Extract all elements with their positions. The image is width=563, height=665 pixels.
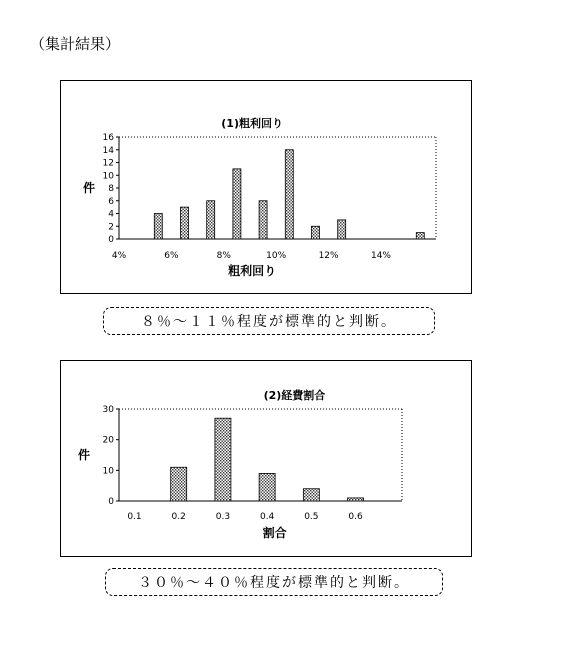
- chart-panel-expense-ratio: [60, 360, 472, 557]
- y-axis-label: 件: [77, 448, 91, 462]
- x-tick-label: 8%: [216, 251, 231, 261]
- x-tick-label: 0.5: [304, 512, 319, 522]
- bar: [207, 201, 215, 239]
- bar: [259, 473, 275, 501]
- y-tick-label: 16: [102, 133, 114, 143]
- y-tick-label: 6: [108, 196, 114, 207]
- bar: [259, 201, 267, 239]
- bar: [180, 207, 188, 239]
- x-tick-label: 12%: [318, 251, 339, 261]
- y-tick-label: 0: [108, 497, 114, 507]
- bar: [171, 467, 187, 501]
- x-axis-label: 粗利回り: [228, 264, 277, 278]
- x-axis-label: 割合: [262, 526, 287, 540]
- x-tick-label: 6%: [164, 251, 179, 261]
- x-tick-label: 10%: [266, 251, 287, 261]
- gross-yield-note: ８％～１１％程度が標準的と判断。: [103, 307, 435, 335]
- y-tick-label: 10: [102, 171, 114, 182]
- x-tick-label: 0.2: [171, 512, 186, 522]
- y-tick-label: 0: [108, 235, 114, 245]
- bar: [348, 498, 364, 501]
- bar: [154, 214, 162, 240]
- bar: [416, 233, 424, 239]
- expense-ratio-chart: [61, 361, 471, 556]
- y-tick-label: 14: [102, 145, 114, 156]
- expense-ratio-note: ３０％～４０％程度が標準的と判断。: [105, 568, 443, 596]
- x-tick-label: 14%: [370, 251, 391, 261]
- chart-title: (2)経費割合: [263, 389, 326, 402]
- y-tick-label: 2: [108, 222, 114, 233]
- chart-panel-gross-yield: [60, 80, 472, 294]
- x-tick-label: 0.3: [215, 512, 231, 522]
- gross-yield-chart: [61, 81, 471, 293]
- y-tick-label: 10: [102, 466, 114, 477]
- y-tick-label: 8: [108, 184, 114, 194]
- bar: [338, 220, 346, 239]
- x-tick-label: 0.4: [259, 512, 275, 522]
- bar: [215, 418, 231, 501]
- chart-title: (1)粗利回り: [221, 117, 283, 130]
- y-tick-label: 4: [108, 209, 114, 220]
- y-tick-label: 20: [102, 435, 114, 446]
- y-tick-label: 30: [102, 405, 114, 415]
- bar: [311, 226, 319, 239]
- bar: [285, 150, 293, 239]
- x-tick-label: 0.6: [348, 512, 363, 522]
- bar: [303, 489, 319, 501]
- results-heading: （集計結果）: [30, 35, 121, 53]
- y-axis-label: 件: [82, 181, 96, 195]
- y-tick-label: 12: [102, 158, 114, 169]
- x-tick-label: 0.1: [127, 512, 142, 522]
- bar: [233, 169, 241, 239]
- x-tick-label: 4%: [111, 251, 127, 261]
